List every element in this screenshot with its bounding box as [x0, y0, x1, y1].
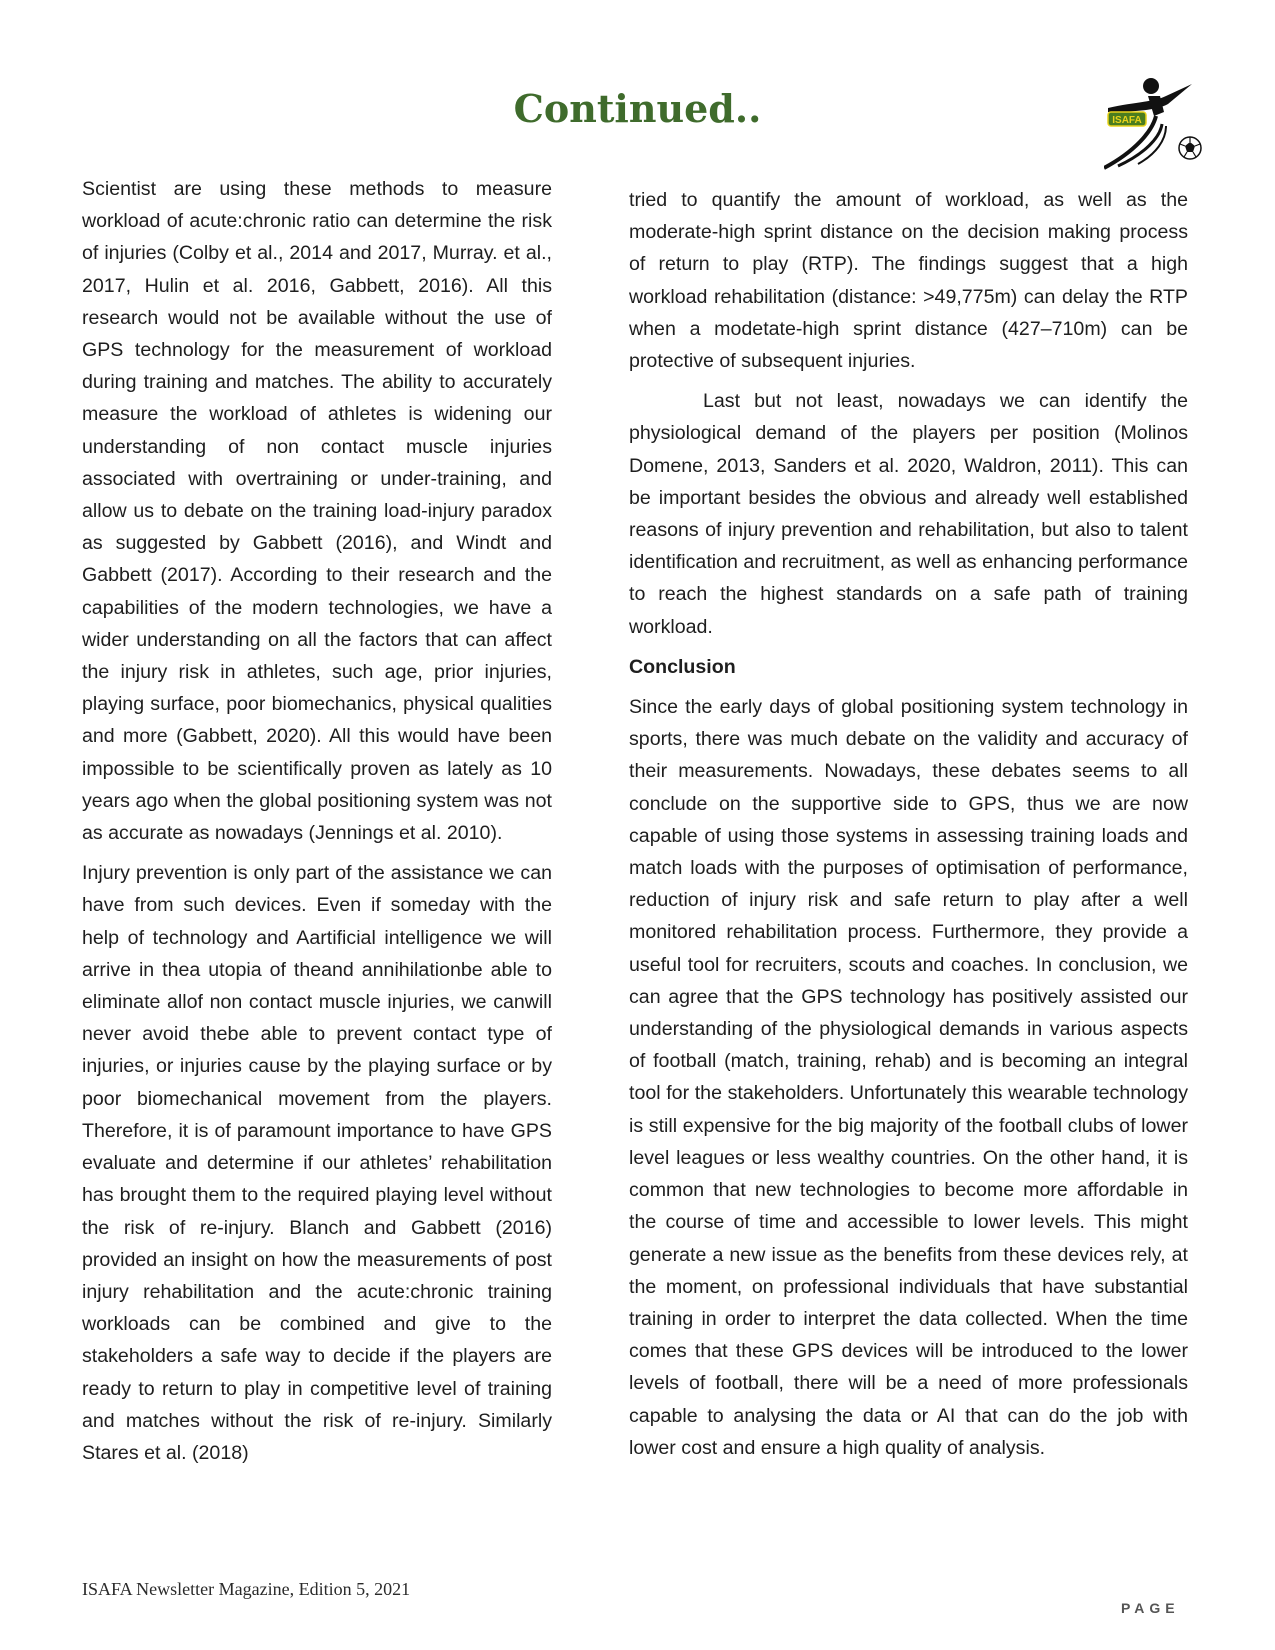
footer-page-label: PAGE — [1121, 1600, 1180, 1616]
left-column — [82, 173, 552, 1469]
isafa-logo — [1104, 72, 1204, 182]
footer-publication: ISAFA Newsletter Magazine, Edition 5, 2021 — [82, 1579, 411, 1599]
svg-text:ISAFA: ISAFA — [1112, 115, 1142, 126]
page-title: Continued.. — [513, 86, 762, 131]
body-paragraph: Injury prevention is only part of the assistance we can have from such devices. Even if someday with the help of technology and Aartificial intelligence we will arrive in thea utopia of theand annihilationbe able to eliminate allof non contact muscle injuries, we canwill never avoid thebe able to prevent contact type of injuries, or injuries cause by the playing surface or by poor biomechanical movement from the players. Therefore, it is of paramount importance to have GPS evaluate and determine if our athletes’ rehabilitation has brought them to the required playing level without the risk of re-injury. Blanch and Gabbett (2016) provided an insight on how the measurements of post injury rehabilitation and the acute:chronic training workloads can be combined and give to the stakeholders a safe way to decide if the players are ready to return to play in competitive level of training and matches without the risk of re-injury. Similarly Stares et al. (2018) — [82, 862, 552, 1464]
body-paragraph: Scientist are using these methods to measure workload of acute:chronic ratio can determine the risk of injuries (Colby et al., 2014 and 2017, Murray. et al., 2017, Hulin et al. 2016, Gabbett, 2016). All this research would not be available without the use of GPS technology for the measurement of workload during training and matches. The ability to accurately measure the workload of athletes is widening our understanding of non contact muscle injuries associated with overtraining or under-training, and allow us to debate on the training load-injury paradox as suggested by Gabbett (2016), and Windt and Gabbett (2017). According to their research and the capabilities of the modern technologies, we have a wider understanding on all the factors that can affect the injury risk in athletes, such age, prior injuries, playing surface, poor biomechanics, physical qualities and more (Gabbett, 2020). All this would have been impossible to be scientifically proven as lately as 10 years ago when the global positioning system was not as accurate as nowadays (Jennings et al. 2010). — [82, 178, 552, 845]
section-heading: Conclusion — [629, 655, 736, 678]
right-column — [629, 184, 1188, 1464]
body-paragraph: Last but not least, nowadays we can identify the physiological demand of the players per position (Molinos Domene, 2013, Sanders et al. 2020, Waldron, 2011). This can be important besides the obvious and already well established reasons of injury prevention and rehabilitation, but also to talent identification and recruitment, as well as enhancing performance to reach the highest standards on a safe path of training workload. — [629, 390, 1188, 638]
body-paragraph: Since the early days of global positioning system technology in sports, there was much debate on the validity and accuracy of their measurements. Nowadays, these debates seems to all conclude on the supportive side to GPS, thus we are now capable of using those systems in assessing training loads and match loads with the purposes of optimisation of performance, reduction of injury risk and safe return to play after a well monitored rehabilitation process. Furthermore, they provide a useful tool for recruiters, scouts and coaches. In conclusion, we can agree that the GPS technology has positively assisted our understanding of the physiological demands in various aspects of football (match, training, rehab) and is becoming an integral tool for the stakeholders. Unfortunately this wearable technology is still expensive for the big majority of the football clubs of lower level leagues or less wealthy countries. On the other hand, it is common that new technologies to become more affordable in the course of time and accessible to lower levels. This might generate a new issue as the benefits from these devices rely, at the moment, on professional individuals that have substantial training in order to interpret the data collected. When the time comes that these GPS devices will be introduced to the lower levels of football, there will be a need of more professionals capable to analysing the data or AI that can do the job with lower cost and ensure a high quality of analysis. — [629, 696, 1188, 1459]
body-paragraph: tried to quantify the amount of workload, as well as the moderate-high sprint distance on the decision making process of return to play (RTP). The findings suggest that a high workload rehabilitation (distance: >49,775m) can delay the RTP when a modetate-high sprint distance (427–710m) can be protective of subsequent injuries. — [629, 189, 1188, 373]
